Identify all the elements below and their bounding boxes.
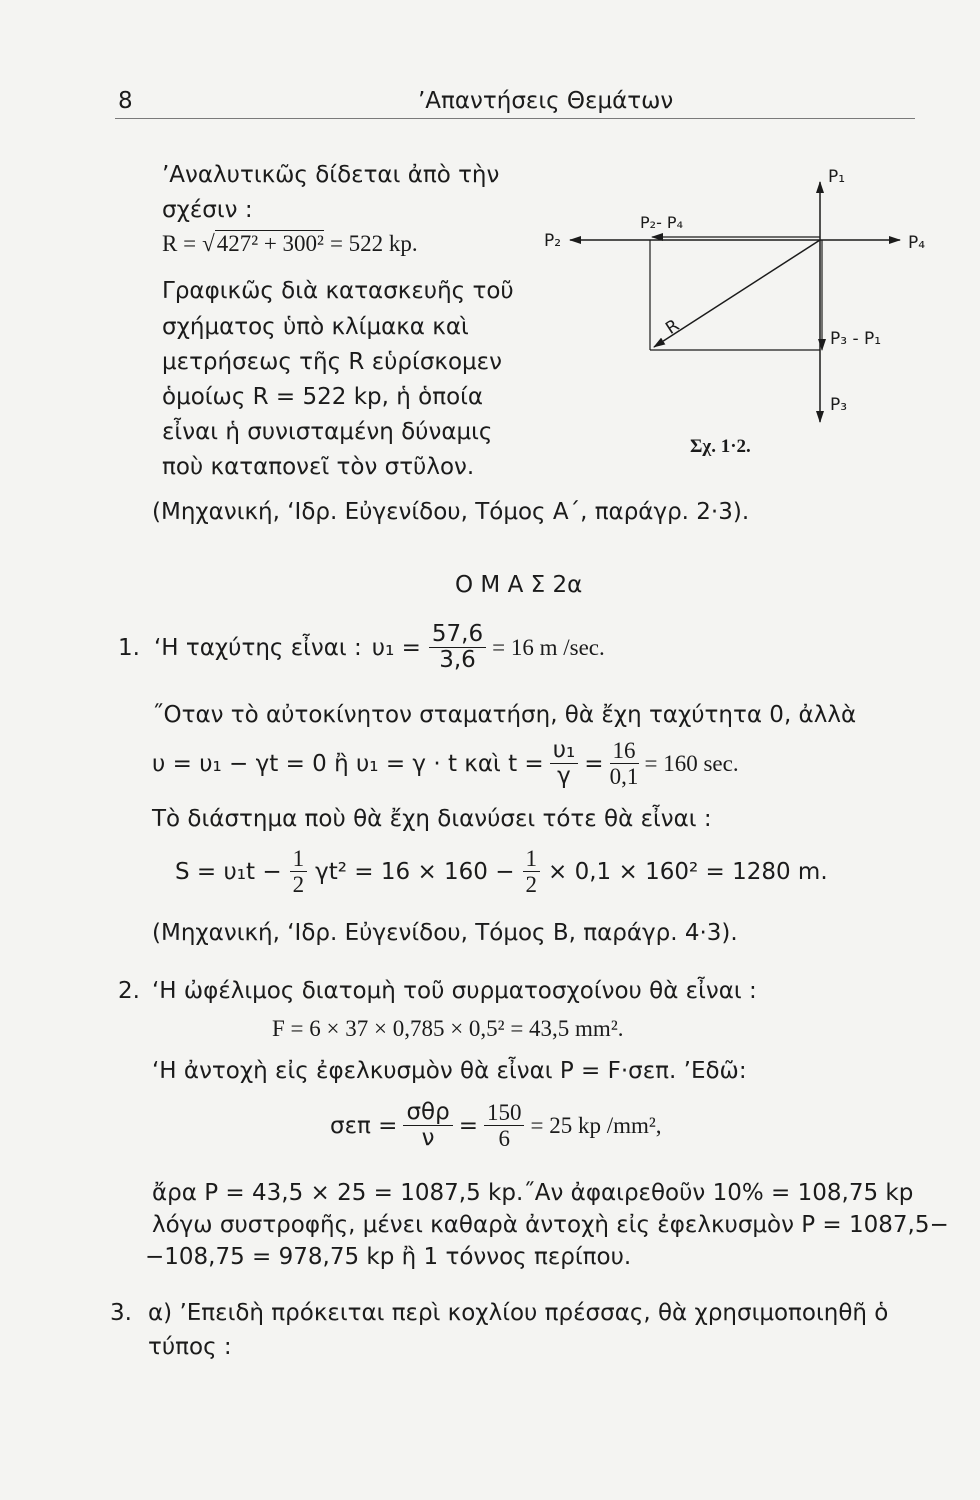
item1-eq2-frac2-num: 16 (610, 738, 639, 764)
item2-eq2-frac2 (484, 1100, 525, 1152)
force-diagram (530, 160, 950, 480)
section-title: Ο Μ Α Σ 2α (455, 572, 583, 598)
intro-line-6: ὁμοίως R = 522 kp, ἡ ὁποία (162, 384, 484, 410)
item1-eq3-a: S = υ₁t − (175, 858, 282, 885)
page-number: 8 (118, 88, 133, 114)
label-P3-P1: P₃ - P₁ (830, 329, 882, 349)
item1-eq2-frac2-den: 0,1 (609, 764, 639, 790)
header-rule (115, 118, 915, 119)
intro-line-3: Γραφικῶς διὰ κατασκευῆς τοῦ (162, 278, 514, 304)
item1-text: ‘Η ταχύτης εἶναι : (153, 634, 362, 661)
item1-reference: (Μηχανική, ‘Ιδρ. Εὐγενίδου, Τόμος Β, παράγρ. 4·3). (152, 920, 738, 946)
item1-eq2-a: υ = υ₁ − γt = 0 ἢ υ₁ = γ · t καὶ t = (152, 750, 544, 777)
intro-line-4: σχήματος ὑπὸ κλίμακα καὶ (162, 314, 469, 340)
item2-equation-1: F = 6 × 37 × 0,785 × 0,5² = 43,5 mm². (272, 1016, 624, 1041)
item1-eq2-frac1-num: υ₁ (550, 738, 579, 764)
label-P2: P₂ (544, 231, 562, 251)
label-R: R (662, 315, 683, 339)
item1-eq3-c: × 0,1 × 160² = 1280 m. (548, 858, 828, 885)
label-P1: P₁ (828, 167, 846, 187)
label-P2-P4: P₂- P₄ (640, 213, 683, 232)
eq-result: = 522 kp. (329, 230, 418, 256)
resultant-equation: R = √ 427² + 300² = 522 kp. (162, 230, 418, 256)
eq-radicand: 427² + 300² (216, 231, 324, 256)
label-P3: P₃ (830, 395, 848, 415)
intro-line-8: ποὺ καταπονεῖ τὸν στῦλον. (162, 454, 475, 480)
item2-eq2-frac2-den: 6 (498, 1126, 510, 1152)
item2-line-2: ‘Η ἀντοχὴ εἰς ἐφελκυσμὸν θὰ εἶναι P = F·σεπ. ’Εδῶ: (152, 1058, 747, 1084)
item1-speed-line (118, 622, 605, 674)
item2-eq2-result: = 25 kp /mm², (530, 1112, 662, 1138)
item1-eq3-half-1-num: 1 (290, 846, 308, 872)
intro-line-2: σχέσιν : (162, 197, 253, 223)
item1-frac-den: 3,6 (439, 647, 476, 674)
label-P4: P₄ (908, 233, 926, 253)
item2-text: ‘Η ὠφέλιμος διατομὴ τοῦ συρματοσχοίνου θὰ εἶναι : (152, 978, 757, 1004)
item2-eq2-equals: = (458, 1112, 478, 1139)
item2-eq2-lhs: σεπ = (330, 1112, 398, 1139)
item1-time-equation (152, 738, 739, 790)
item1-eq2-frac1-den: γ (557, 763, 571, 790)
item3-number: 3. (110, 1300, 132, 1326)
item2-number: 2. (118, 978, 140, 1004)
item1-eq3-b: γt² = 16 × 160 − (315, 858, 515, 885)
item1-eq2-frac1 (550, 738, 579, 790)
item1-fraction (429, 622, 486, 674)
item2-line-3: ἄρα P = 43,5 × 25 = 1087,5 kp.˝Αν ἀφαιρεθοῦν 10% = 108,75 kp (152, 1180, 914, 1206)
eq-R-label: R = (162, 230, 197, 256)
item1-eq2-equals: = (584, 750, 604, 777)
figure-caption: Σχ. 1·2. (690, 436, 751, 457)
item1-eq3-half-2-den: 2 (525, 872, 538, 898)
item2-stress-equation (330, 1100, 662, 1152)
intro-line-5: μετρήσεως τῆς R εὑρίσκομεν (162, 349, 502, 375)
item1-line-2: ˝Οταν τὸ αὐτοκίνητον σταματήση, θὰ ἔχη ταχύτητα 0, ἀλλὰ (152, 702, 857, 728)
item2-line-4: λόγω συστροφῆς, μένει καθαρὰ ἀντοχὴ εἰς ἐφελκυσμὸν P = 1087,5− (152, 1212, 949, 1238)
item2-eq2-frac2-num: 150 (484, 1100, 525, 1126)
item1-eq3-half-1 (290, 846, 308, 898)
item2-line-5: −108,75 = 978,75 kp ἢ 1 τόννος περίπου. (145, 1244, 632, 1270)
item1-frac-num: 57,6 (429, 622, 486, 648)
item1-number: 1. (118, 634, 140, 661)
item1-result: = 16 m /sec. (492, 634, 605, 660)
item2-eq2-frac1-num: σθρ (403, 1100, 452, 1126)
running-title: ’Απαντήσεις Θεμάτων (418, 88, 674, 114)
item1-lhs: υ₁ = (371, 634, 421, 661)
item1-eq3-half-2 (523, 846, 541, 898)
item1-eq3-half-2-num: 1 (523, 846, 541, 872)
item1-eq2-result: = 160 sec. (644, 750, 739, 776)
intro-line-7: εἶναι ἡ συνισταμένη δύναμις (162, 419, 493, 445)
item3-line-2: τύπος : (148, 1334, 232, 1360)
intro-line-1: ’Αναλυτικῶς δίδεται ἀπὸ τὴν (162, 162, 500, 188)
item3-line-1: α) ’Επειδὴ πρόκειται περὶ κοχλίου πρέσσας, θὰ χρησιμοποιηθῆ ὁ (148, 1300, 889, 1326)
item2-eq2-frac1 (403, 1100, 452, 1152)
item1-eq2-frac2 (610, 738, 639, 790)
item2-eq2-frac1-den: ν (421, 1125, 435, 1152)
item1-eq3-half-1-den: 2 (292, 872, 305, 898)
intro-reference: (Μηχανική, ‘Ιδρ. Εὐγενίδου, Τόμος Α΄, παράγρ. 2·3). (152, 499, 750, 525)
item1-line-3: Τὸ διάστημα ποὺ θὰ ἔχη διανύσει τότε θὰ εἶναι : (152, 806, 712, 832)
item1-distance-equation (175, 846, 828, 898)
